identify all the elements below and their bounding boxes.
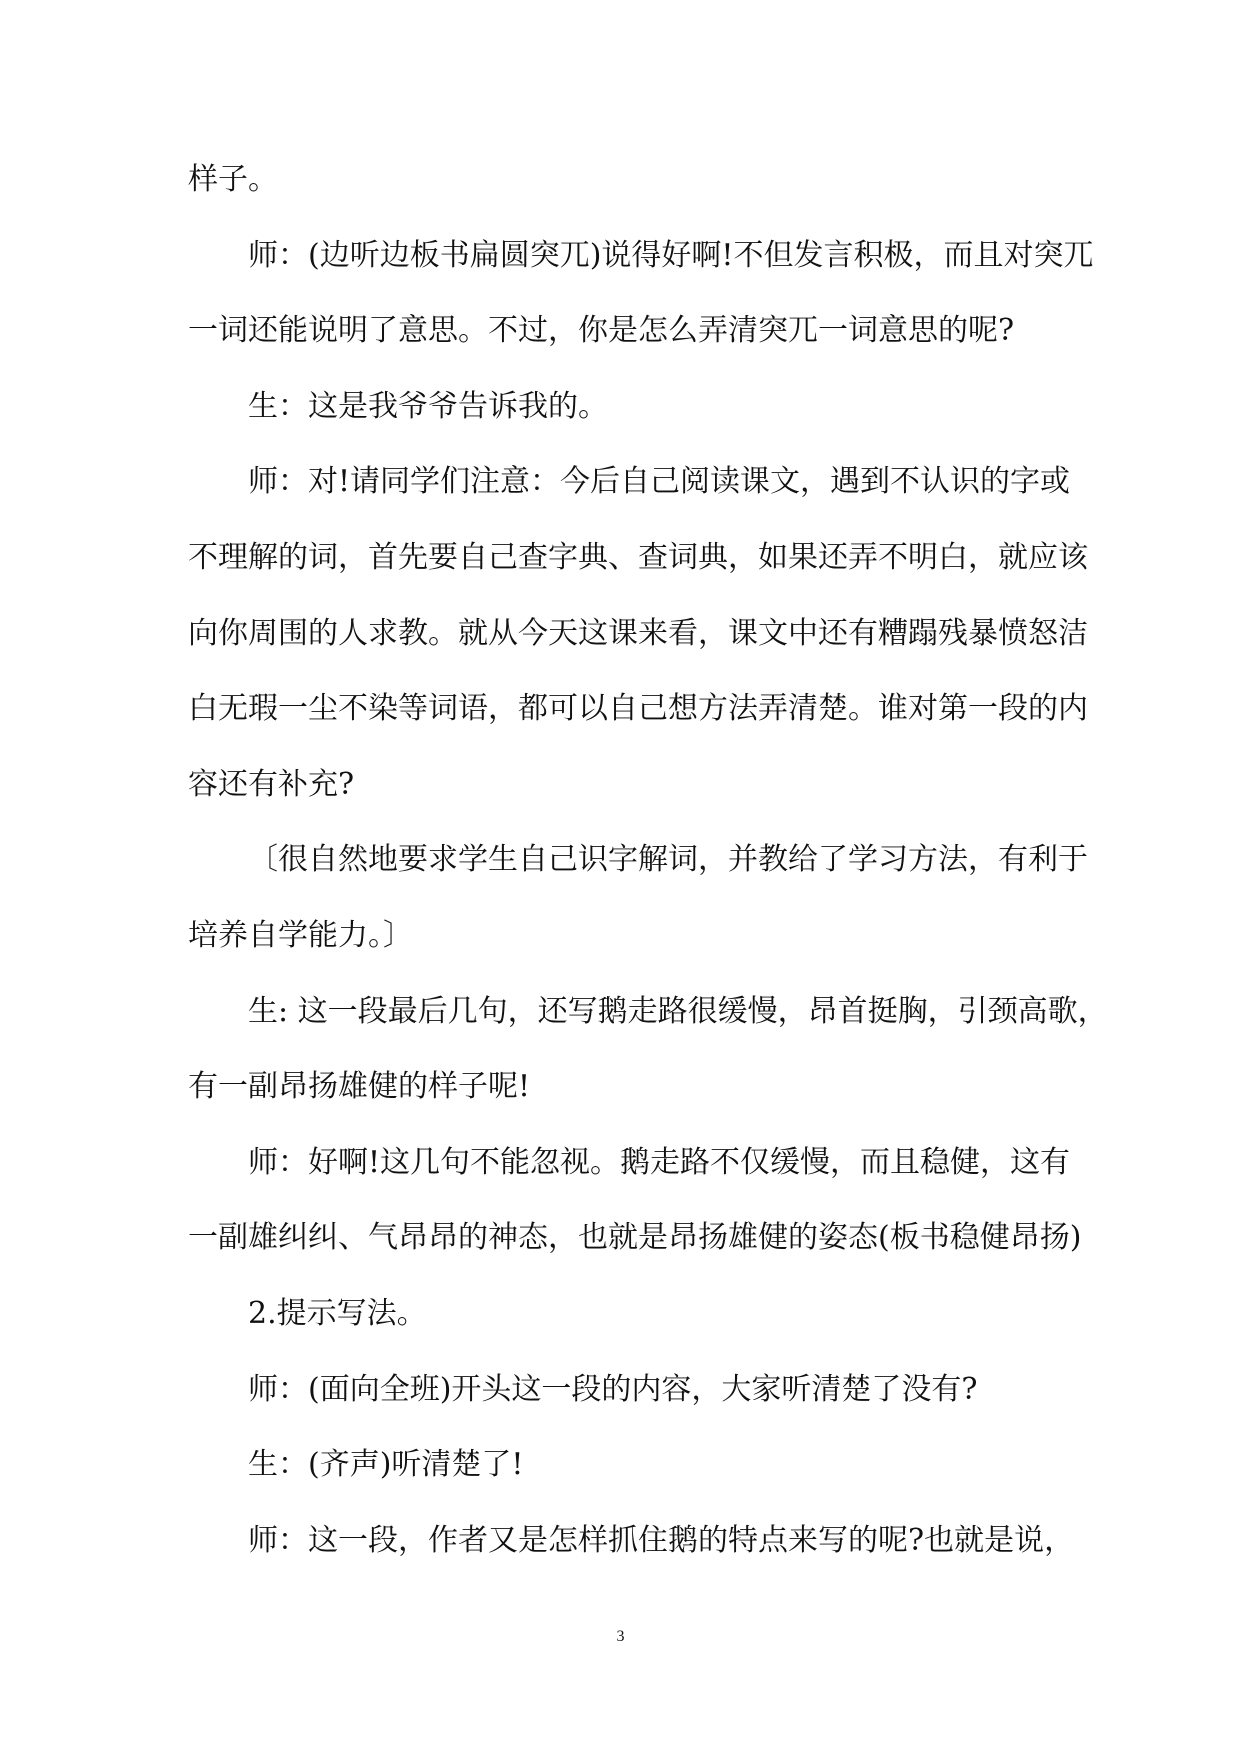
text-line: 生: 这一段最后几句，还写鹅走路很缓慢，昂首挺胸，引颈高歌， — [248, 993, 1108, 1029]
text-line: 向你周围的人求教。就从今天这课来看，课文中还有糟蹋残暴愤怒洁 — [188, 615, 1088, 651]
text-line: 培养自学能力。〕 — [188, 917, 413, 953]
page-number: 3 — [616, 1628, 625, 1645]
document-body — [188, 142, 1108, 1578]
text-line: 师：对!请同学们注意：今后自己阅读课文，遇到不认识的字或 — [248, 464, 1071, 500]
text-line: 2.提示写法。 — [248, 1295, 427, 1331]
text-line: 师：(面向全班)开头这一段的内容，大家听清楚了没有? — [248, 1371, 978, 1407]
text-line: 容还有补充? — [188, 766, 355, 802]
text-line: 一副雄纠纠、气昂昂的神态，也就是昂扬雄健的姿态(板书稳健昂扬) — [188, 1220, 1082, 1256]
text-line: 师：好啊!这几句不能忽视。鹅走路不仅缓慢，而且稳健，这有 — [248, 1144, 1071, 1180]
text-line: 生：这是我爷爷告诉我的。 — [248, 388, 608, 424]
text-line: 师：(边听边板书扁圆突兀)说得好啊!不但发言积极，而且对突兀 — [248, 237, 1094, 273]
text-line: 生：(齐声)听清楚了! — [248, 1447, 524, 1483]
text-line: 一词还能说明了意思。不过，你是怎么弄清突兀一词意思的呢? — [188, 313, 1015, 349]
text-line: 师：这一段，作者又是怎样抓住鹅的特点来写的呢?也就是说， — [248, 1522, 1075, 1558]
text-line: 不理解的词，首先要自己查字典、查词典，如果还弄不明白，就应该 — [188, 539, 1088, 575]
text-line: 有一副昂扬雄健的样子呢! — [188, 1069, 531, 1105]
text-line: 白无瑕一尘不染等词语，都可以自己想方法弄清楚。谁对第一段的内 — [188, 691, 1088, 727]
text-line: 〔很自然地要求学生自己识字解词，并教给了学习方法，有利于 — [248, 842, 1088, 878]
text-line: 样子。 — [188, 162, 278, 197]
